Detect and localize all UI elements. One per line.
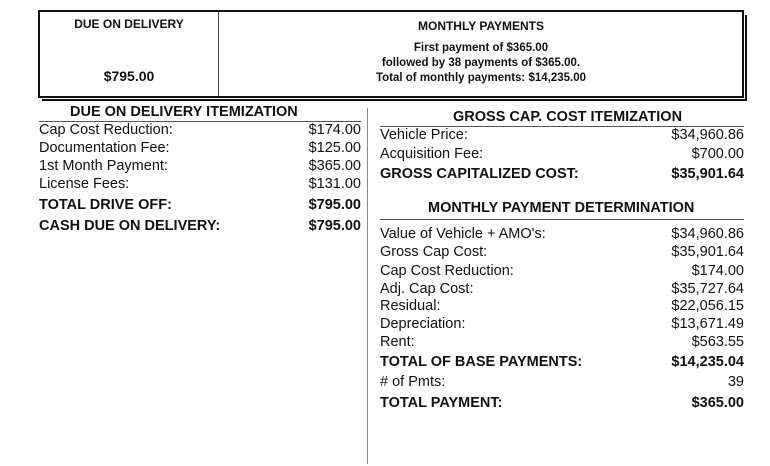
table-row xyxy=(380,225,744,243)
table-row xyxy=(380,262,744,280)
table-row xyxy=(39,175,361,193)
gross-cap-title: GROSS CAP. COST ITEMIZATION xyxy=(453,109,683,125)
row-label: Rent: xyxy=(380,334,415,350)
row-label: Value of Vehicle + AMO's: xyxy=(380,226,546,242)
table-row xyxy=(380,280,744,298)
total-payment-row xyxy=(380,394,744,412)
row-label: # of Pmts: xyxy=(380,374,446,390)
row-value: $174.00 xyxy=(308,122,361,138)
row-label: CASH DUE ON DELIVERY: xyxy=(39,218,221,234)
monthly-payments-header: MONTHLY PAYMENTS xyxy=(417,19,545,33)
due-on-delivery-cell xyxy=(40,12,219,96)
table-row xyxy=(39,157,361,175)
row-label: Adj. Cap Cost: xyxy=(380,281,474,297)
table-row xyxy=(380,126,744,144)
gross-capitalized-cost-row xyxy=(380,165,744,183)
due-on-delivery-amount: $795.00 xyxy=(103,68,155,84)
row-label: Depreciation: xyxy=(380,316,466,332)
row-label: Gross Cap Cost: xyxy=(380,244,488,260)
table-row xyxy=(380,315,744,333)
row-value: $174.00 xyxy=(691,263,744,279)
row-value: $35,727.64 xyxy=(671,281,744,297)
row-value: $700.00 xyxy=(691,146,744,162)
row-value: $35,901.64 xyxy=(671,166,744,182)
total-base-payments-row xyxy=(380,353,744,371)
row-label: Cap Cost Reduction: xyxy=(380,263,514,279)
row-label: 1st Month Payment: xyxy=(39,158,168,174)
table-row xyxy=(39,121,361,139)
row-label: License Fees: xyxy=(39,176,130,192)
row-value: $34,960.86 xyxy=(671,226,744,242)
row-value: $131.00 xyxy=(308,176,361,192)
row-label: Acquisition Fee: xyxy=(380,146,484,162)
row-value: $14,235.04 xyxy=(671,354,744,370)
row-value: $795.00 xyxy=(308,197,361,213)
row-label: GROSS CAPITALIZED COST: xyxy=(380,166,579,182)
row-label: Vehicle Price: xyxy=(380,127,468,143)
table-row xyxy=(380,297,744,315)
row-value: $365.00 xyxy=(691,395,744,411)
followed-by-line: followed by 38 payments of $365.00. xyxy=(381,57,581,69)
row-value: $795.00 xyxy=(308,218,361,234)
monthly-payments-cell xyxy=(220,12,742,96)
monthly-determination-title: MONTHLY PAYMENT DETERMINATION xyxy=(428,200,695,216)
row-value: 39 xyxy=(727,374,744,390)
payment-summary-box xyxy=(38,10,744,98)
table-row xyxy=(380,243,744,261)
row-value: $13,671.49 xyxy=(671,316,744,332)
cash-due-row xyxy=(39,217,361,235)
total-drive-off-row xyxy=(39,196,361,214)
row-label: TOTAL OF BASE PAYMENTS: xyxy=(380,354,583,370)
box-shadow-edge xyxy=(745,15,747,101)
total-monthly-line: Total of monthly payments: $14,235.00 xyxy=(375,72,587,84)
row-label: Residual: xyxy=(380,298,441,314)
row-label: Documentation Fee: xyxy=(39,140,170,156)
row-value: $34,960.86 xyxy=(671,127,744,143)
first-payment-line: First payment of $365.00 xyxy=(413,42,549,54)
table-row xyxy=(39,139,361,157)
row-label: TOTAL DRIVE OFF: xyxy=(39,197,172,213)
row-value: $125.00 xyxy=(308,140,361,156)
row-value: $563.55 xyxy=(691,334,744,350)
due-on-delivery-header: DUE ON DELIVERY xyxy=(74,17,184,31)
column-divider xyxy=(367,108,368,464)
table-row xyxy=(380,333,744,351)
row-value: $35,901.64 xyxy=(671,244,744,260)
monthly-determination-rule xyxy=(380,219,744,220)
row-label: TOTAL PAYMENT: xyxy=(380,395,503,411)
due-itemization-title: DUE ON DELIVERY ITEMIZATION xyxy=(70,104,298,120)
row-value: $22,056.15 xyxy=(671,298,744,314)
table-row xyxy=(380,145,744,163)
row-label: Cap Cost Reduction: xyxy=(39,122,173,138)
row-value: $365.00 xyxy=(308,158,361,174)
number-of-payments-row xyxy=(380,373,744,391)
